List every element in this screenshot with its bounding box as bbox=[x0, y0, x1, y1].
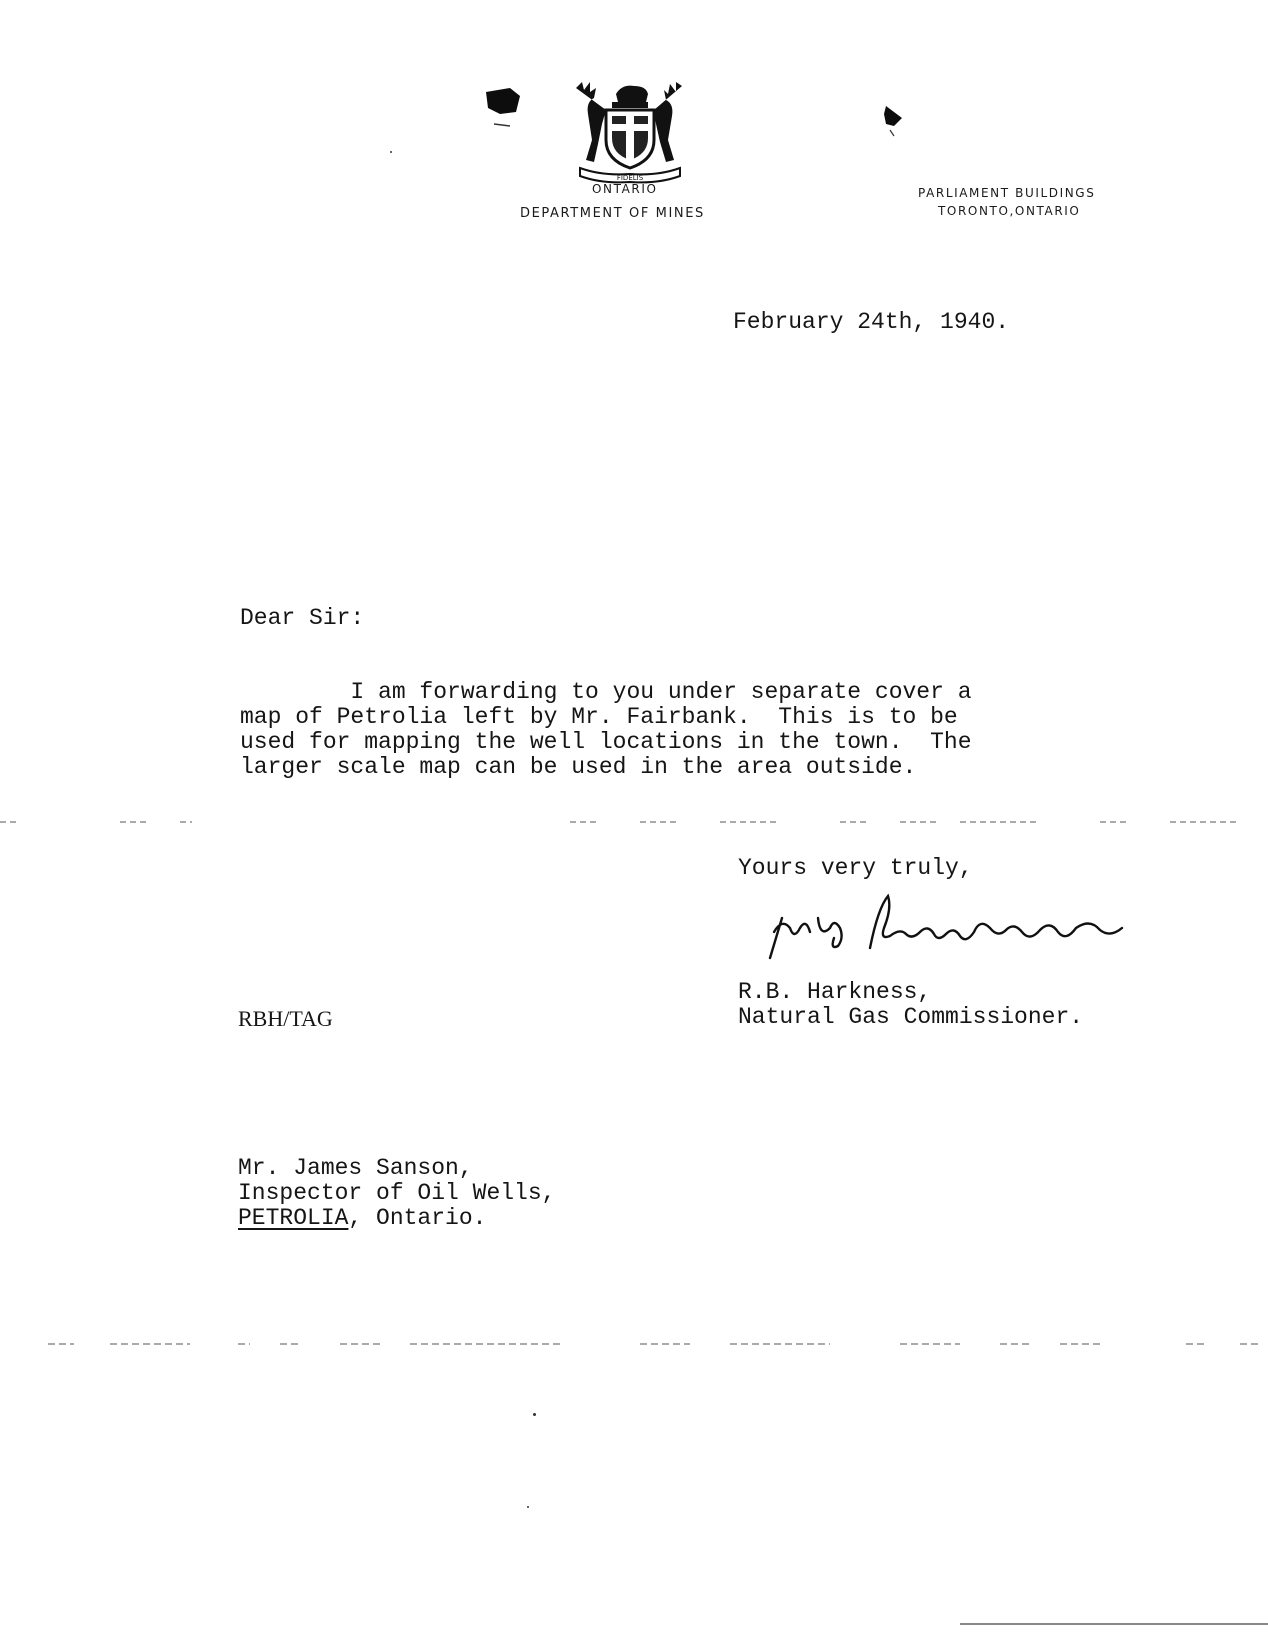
scan-speck bbox=[390, 151, 392, 153]
letterhead-province: ONTARIO bbox=[592, 182, 658, 196]
handwritten-signature bbox=[760, 888, 1140, 968]
ink-blot-left bbox=[480, 86, 524, 130]
recipient-address bbox=[238, 1156, 555, 1231]
ontario-coat-of-arms bbox=[572, 80, 688, 184]
recipient-city-suffix: , Ontario. bbox=[348, 1205, 487, 1231]
signer-name: R.B. Harkness, bbox=[738, 979, 932, 1005]
body-line: map of Petrolia left by Mr. Fairbank. This is to be bbox=[240, 704, 958, 730]
ink-blot-right bbox=[880, 104, 910, 140]
reference-initials: RBH/TAG bbox=[238, 1006, 333, 1031]
letter-date: February 24th, 1940. bbox=[733, 309, 1010, 335]
page-edge-line bbox=[960, 1620, 1268, 1628]
recipient-position: Inspector of Oil Wells, bbox=[238, 1180, 556, 1206]
letterhead-address-line2: TORONTO,ONTARIO bbox=[938, 204, 1081, 218]
recipient-city: PETROLIA bbox=[238, 1205, 349, 1231]
body-line: I am forwarding to you under separate cover a bbox=[240, 679, 972, 705]
crest-motto: FIDELIS bbox=[616, 174, 644, 182]
scan-artifact-line bbox=[0, 818, 1268, 824]
scan-artifact-line-lower bbox=[0, 1340, 1268, 1346]
salutation: Dear Sir: bbox=[240, 605, 365, 631]
body-line: used for mapping the well locations in the town. The bbox=[240, 729, 972, 755]
scan-speck bbox=[527, 1506, 529, 1508]
recipient-name: Mr. James Sanson, bbox=[238, 1155, 473, 1181]
closing: Yours very truly, bbox=[738, 855, 973, 881]
signer-title: Natural Gas Commissioner. bbox=[738, 1004, 1084, 1030]
letterhead-department: DEPARTMENT OF MINES bbox=[520, 206, 705, 221]
body-line: larger scale map can be used in the area outside. bbox=[240, 754, 917, 780]
letterhead-address-line1: PARLIAMENT BUILDINGS bbox=[918, 186, 1096, 200]
recipient-city-line bbox=[238, 1206, 555, 1231]
scan-speck bbox=[533, 1413, 536, 1416]
letter-body bbox=[240, 680, 972, 780]
